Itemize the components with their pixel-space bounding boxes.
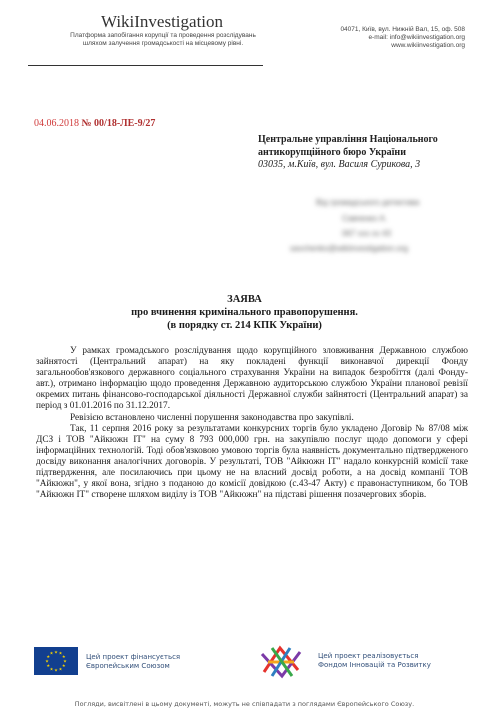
svg-text:★: ★	[54, 667, 58, 673]
statement-title: ЗАЯВА	[227, 294, 262, 305]
statement-subtitle: про вчинення кримінального правопорушення.	[131, 307, 358, 318]
website-line: www.wikiinvestigation.org	[391, 42, 465, 49]
recipient-line: Центральне управління Національного	[258, 134, 438, 145]
svg-text:★: ★	[61, 654, 66, 659]
fund-line: Фондом Інновацій та Розвитку	[318, 661, 431, 669]
org-name: WikiInvestigation	[100, 12, 224, 31]
eu-flag-icon	[34, 647, 78, 675]
body-paragraph: Так, 11 серпня 2016 року за результатами конкурсних торгів було укладено Договір № 87/08 між ДСЗ і ТОВ "Айкюжн ІТ" на суму 8 793 000,000 грн. на закупівлю послуг щодо допомоги у сфері інформаційних технологій. Тоді обов'язковою умовою торгів була наявність документально підтвердженого досвіду виконання аналогічних договорів. У результаті, ТОВ "Айкюжн ІТ" надало конкурсній комісії таке підтвердження, але посилаючись при цьому не на власний досвід роботи, а на досвід компанії ТОВ "Айкюжн", у якої вона, згідно з поданою до комісії довідкою (с.43-47 Акту) є правонаступником, бо ТОВ "Айкюжн ІТ" створене шляхом виділу із ТОВ "Айкюжн" на підставі рішення позачергових зборів.	[36, 423, 468, 501]
statement-body	[36, 346, 468, 501]
svg-text:★: ★	[49, 650, 54, 656]
recipient-line: антикорупційного бюро України	[258, 146, 406, 158]
svg-text:★: ★	[46, 663, 51, 668]
eu-funding-line: Цей проект фінансується	[86, 653, 181, 661]
sender-redacted: Від громадського детектива	[316, 198, 420, 207]
svg-text:★: ★	[45, 658, 49, 664]
org-description-line: шляхом залучення громадськості на місцевому рівні.	[82, 40, 244, 47]
svg-text:★: ★	[49, 666, 54, 672]
recipient-address: 03035, м.Київ, вул. Василя Сурикова, 3	[258, 159, 421, 170]
org-description-line: Платформа запобігання корупції та проведення розслідувань	[70, 32, 256, 39]
registration-date: 04.06.2018	[34, 118, 79, 129]
svg-text:★: ★	[54, 649, 58, 655]
sender-redacted: savchenko@wikiinvestigation.org	[290, 244, 408, 253]
org-address	[265, 26, 465, 50]
fund-text	[318, 652, 431, 670]
org-description	[56, 32, 270, 48]
sender-redacted: 067 xxx xx 43	[342, 229, 391, 238]
svg-text:★: ★	[58, 666, 63, 672]
email-line: e-mail: info@wikiinvestigation.org	[368, 34, 465, 41]
registration-line	[34, 118, 155, 129]
header-divider	[28, 65, 263, 66]
eu-funding-text	[86, 653, 180, 671]
svg-text:★: ★	[61, 663, 66, 668]
fund-line: Цей проект реалізовується	[318, 652, 419, 660]
svg-text:★: ★	[58, 650, 63, 656]
eu-disclaimer: Погляди, висвітлені в цьому документі, можуть не співпадати з поглядами Європейського Союзу.	[74, 700, 415, 708]
registration-number: № 00/18-ЛЕ-9/27	[81, 118, 156, 129]
address-line: 04071, Київ, вул. Нижній Вал, 15, оф. 508	[340, 26, 465, 33]
svg-text:★: ★	[46, 654, 51, 659]
body-paragraph: У рамках громадського розслідування щодо корупційного зловживання Державною службою зайнятості (Центральний апарат) на яку покладені функції виконавчої дирекції Фонду загальнообов'язкового державного соціального страхування України на випадок безробіття (далі Фонду-авт.), отримано інформацію щодо проведення Державною аудиторською службою України планової ревізії окремих питань фінансово-господарської діяльності Державної служби зайнятості (Центральний апарат) за період з 01.01.2016 по 31.12.2017.	[36, 346, 468, 412]
statement-article: (в порядку ст. 214 КПК України)	[167, 320, 322, 331]
svg-text:★: ★	[63, 658, 67, 664]
sender-redacted: Савченко А.	[342, 214, 388, 223]
recipient-block	[258, 134, 473, 172]
eu-funding-line: Європейським Союзом	[86, 662, 170, 670]
body-paragraph: Ревізією встановлено численні порушення законодавства про закупівлі.	[70, 412, 354, 423]
innovation-fund-logo-icon	[258, 642, 304, 682]
